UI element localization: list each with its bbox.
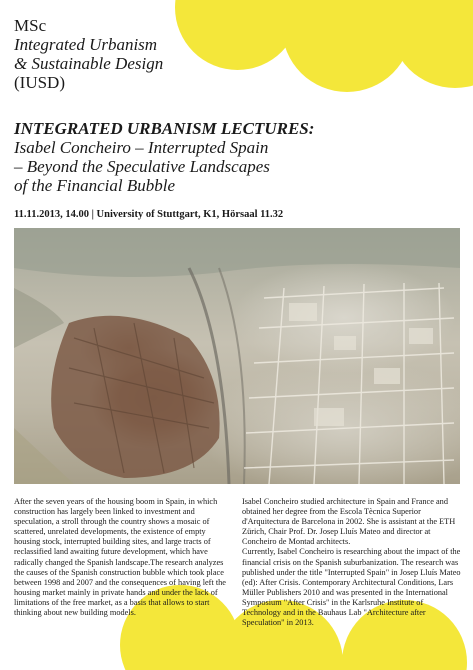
description-column: [14, 497, 234, 618]
aerial-photo-graphic: [14, 228, 460, 484]
research-text: Currently, Isabel Concheiro is researching about the impact of the financial crisis on the Spanish suburbanization. The research was published under the title "Interrupted Spain" in Josep Lluís Mateo (ed): After Crisis. Contemporary Architectural Conditions, Lars Müller Publishers 2010 and was presented in the International Symposium "After Crisis" in the Karlsruhe Institute of Technology and in the Bauhaus Lab "Architecture after Speculation" in 2013.: [242, 547, 461, 628]
aerial-photo: [14, 228, 460, 484]
event-dateline: 11.11.2013, 14.00 | University of Stuttgart, K1, Hörsaal 11.32: [14, 209, 284, 220]
yellow-circle: [175, 0, 300, 70]
lecture-series-heading: INTEGRATED URBANISM LECTURES:: [14, 119, 315, 138]
program-title: [14, 16, 163, 92]
biography-column: [242, 497, 462, 628]
degree-label: MSc: [14, 16, 47, 35]
description-text: After the seven years of the housing boom in Spain, in which construction has largely been linked to investment and speculation, a stroll through the country shows a mosaic of scattered, unrelated developments, the existence of empty housing stock, interrupted building sites, and large tracts of reclassified land awaiting future development, which have radically changed the Spanish landscape.The research analyzes the causes of the Spanish construction bubble which took place between 1998 and 2007 and the consequences of having left the housing market mainly in private hands and under the lack of limitations of the free market, as a basis that allows to start thinking about new building models.: [14, 497, 226, 618]
lecture-title-line1: Isabel Concheiro – Interrupted Spain: [14, 138, 269, 157]
program-name-line1: Integrated Urbanism: [14, 35, 158, 54]
yellow-circle: [390, 0, 473, 88]
lecture-title: [14, 119, 314, 195]
biography-text: Isabel Concheiro studied architecture in Spain and France and obtained her degree from the Escola Tècnica Superior d'Arquitectura de Barcelona in 2002. She is assistant at the ETH Zürich, Chair Prof. Dr. Josep Lluís Mateo and director at Concheiro de Montad architects.: [242, 497, 456, 547]
lecture-title-line3: of the Financial Bubble: [14, 176, 175, 195]
lecture-title-line2: – Beyond the Speculative Landscapes: [14, 157, 270, 176]
program-name-line2: & Sustainable Design: [14, 54, 164, 73]
program-abbreviation: (IUSD): [14, 73, 65, 92]
